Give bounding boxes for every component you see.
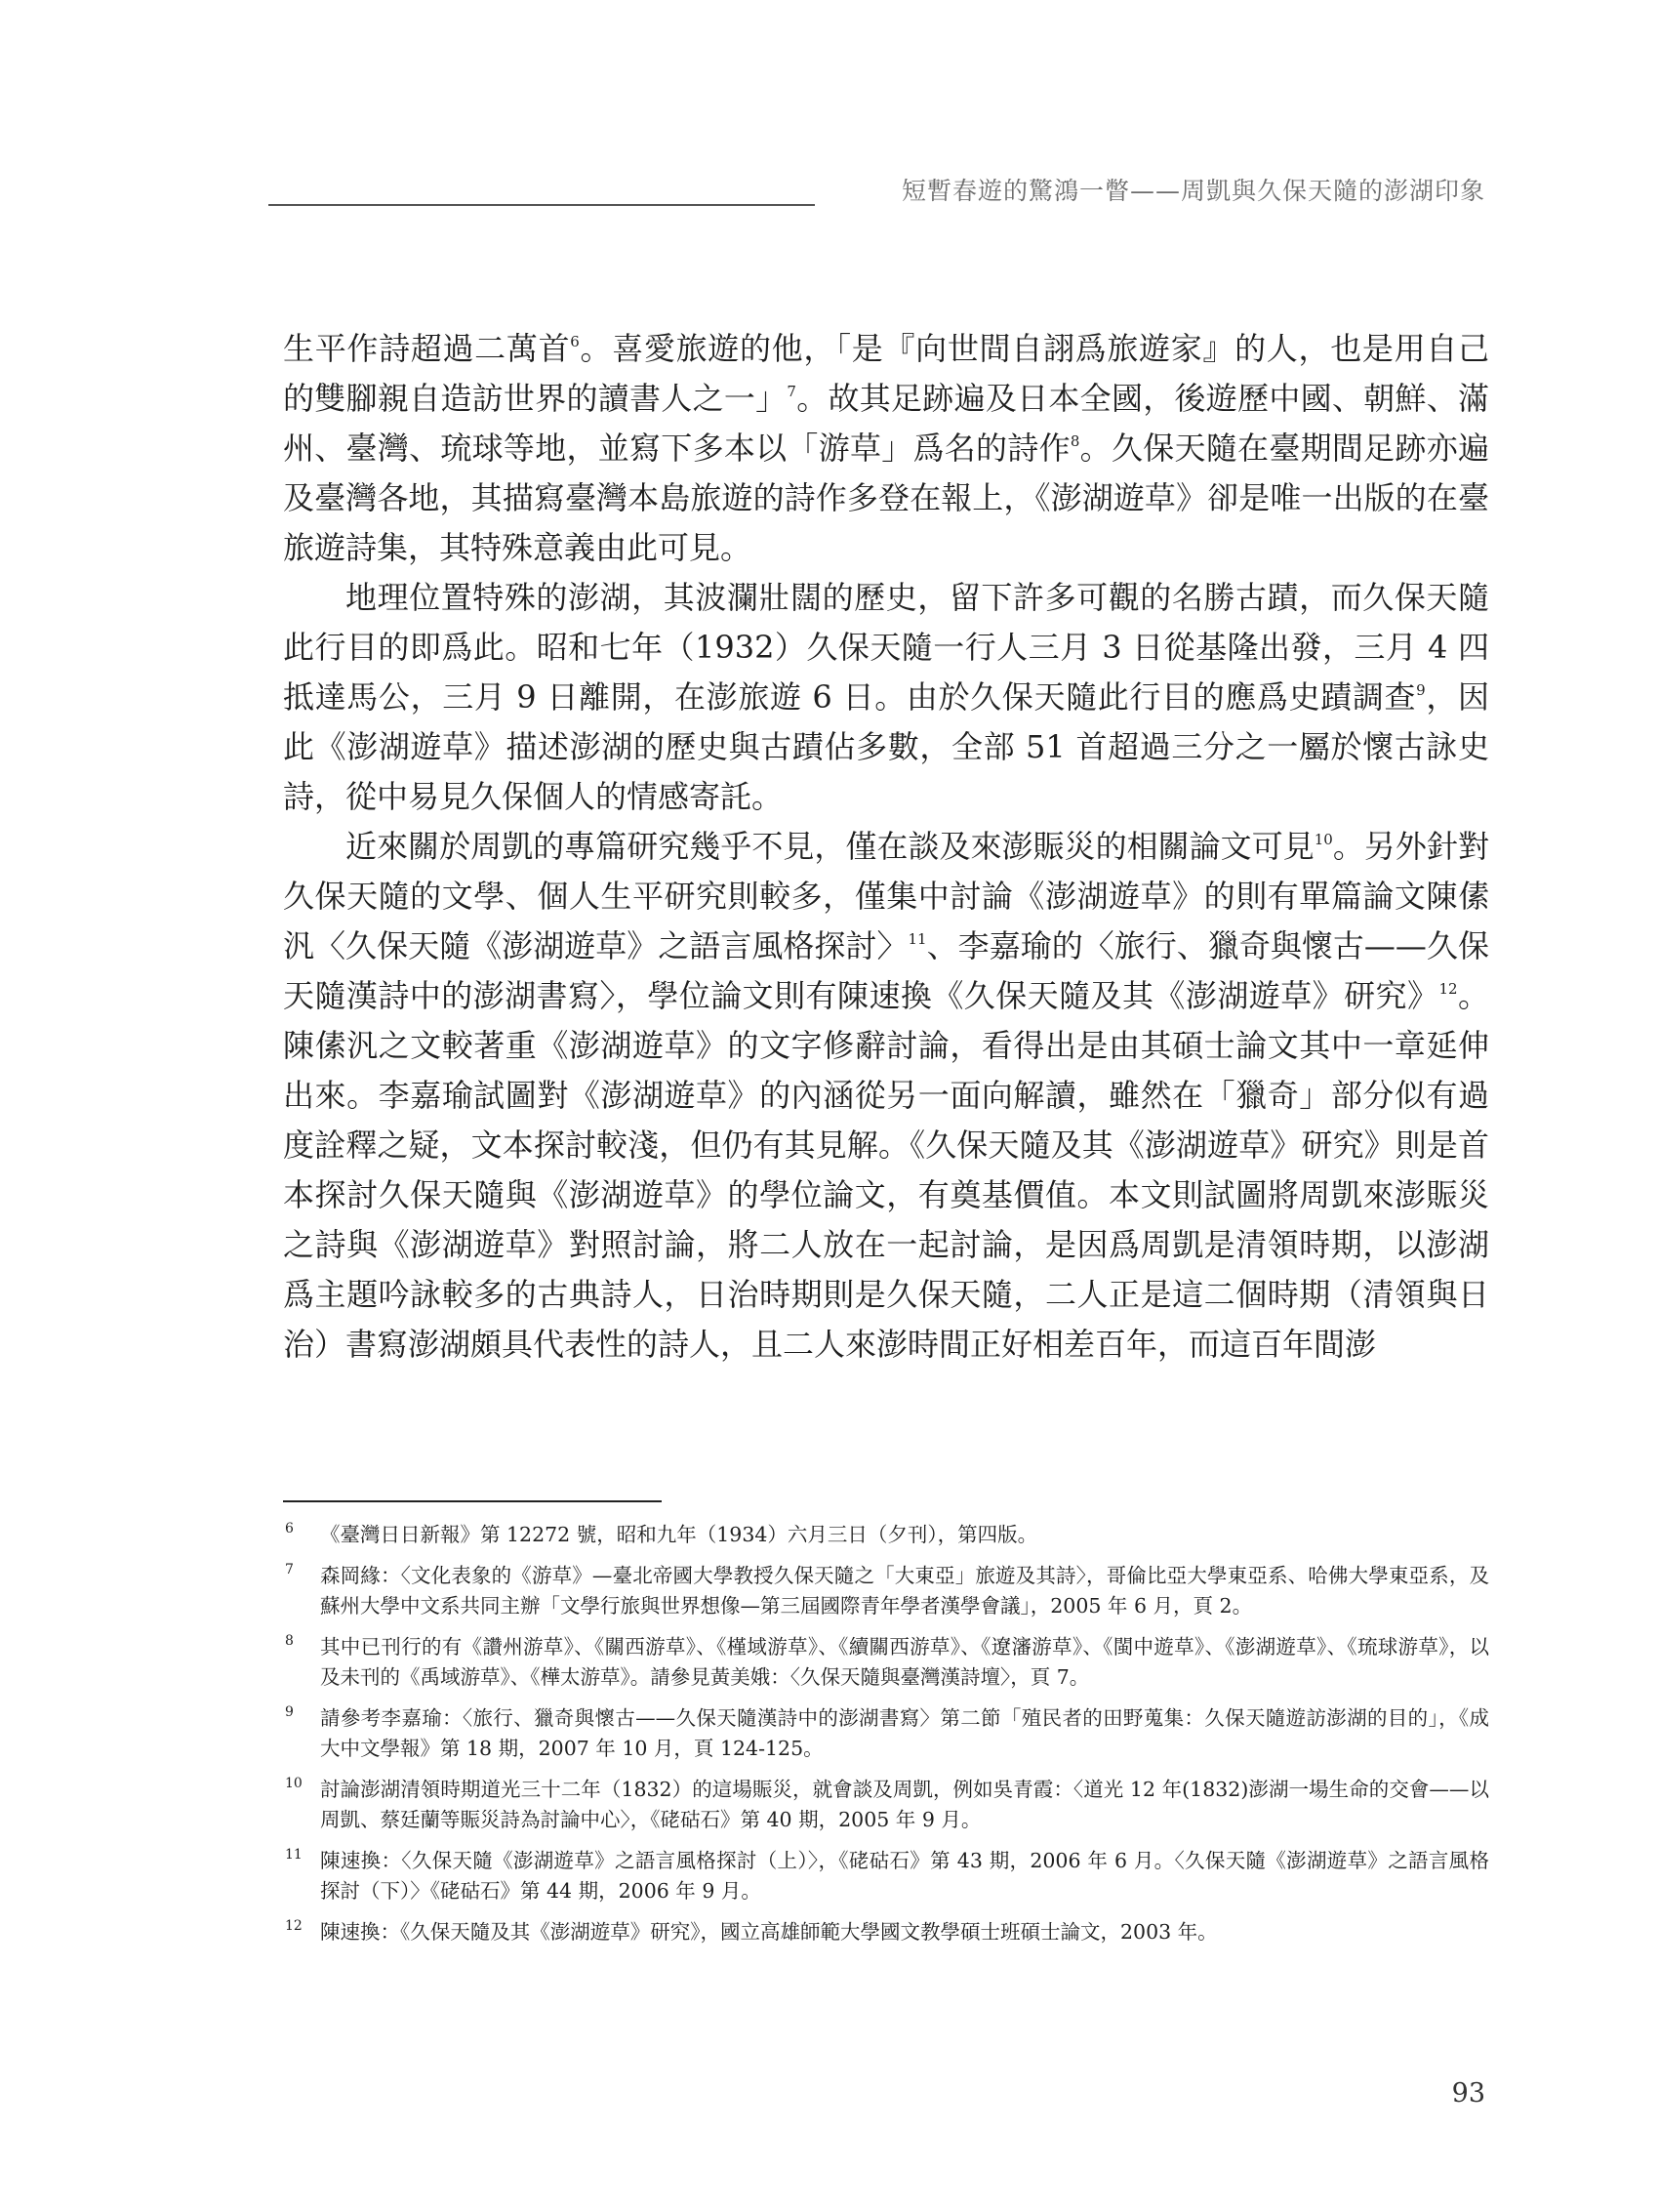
footnote-number: 12 [285,1918,303,1934]
footnote-number: 11 [285,1847,303,1863]
text-run: 。陳傃汎之文較著重《澎湖遊草》的文字修辭討論，看得出是由其碩士論文其中一章延伸出來。李嘉瑜試圖對《澎湖遊草》的內涵從另一面向解讀，雖然在「獵奇」部分似有過度詮釋之疑，文本探討較淺，但仍有其見解。《久保天隨及其《澎湖遊草》研究》則是首本探討久保天隨與《澎湖遊草》的學位論文，有奠基價值。本文則試圖將周凱來澎賑災之詩與《澎湖遊草》對照討論，將二人放在一起討論，是因爲周凱是清領時期，以澎湖爲主題吟詠較多的古典詩人，日治時期則是久保天隨，二人正是這二個時期（清領與日治）書寫澎湖頗具代表性的詩人，且二人來澎時間正好相差百年，而這百年間澎 [283,977,1489,1363]
footnote [283,1917,1489,1947]
footnote-ref: 10 [1314,831,1333,848]
running-head: 短暫春遊的驚鴻一瞥——周凱與久保天隨的澎湖印象 [901,177,1485,205]
footnote-ref: 8 [1070,432,1080,450]
footnote-ref: 11 [908,930,927,948]
text-run: ，因此《澎湖遊草》描述澎湖的歷史與古蹟佔多數，全部 51 首超過三分之一屬於懷古詠史詩，從中易見久保個人的情感寄託。 [283,678,1489,815]
paragraph-3 [283,822,1489,1370]
footnote-number: 9 [285,1704,294,1720]
footnote [283,1846,1489,1906]
text-run: 。另外針對久保天隨的文學、個人生平研究則較多，僅集中討論《澎湖遊草》的則有單篇論文陳傃汎〈久保天隨《澎湖遊草》之語言風格探討〉 [283,828,1489,964]
text-run: 生平作詩超過二萬首 [283,330,571,367]
footnote-text: 其中已刊行的有《讚州游草》、《關西游草》、《槿域游草》、《續關西游草》、《遼瀋游草》、《閩中遊草》、《澎湖遊草》、《琉球游草》，以及未刊的《禹域游草》、《樺太游草》。請參見黃美娥：〈久保天隨與臺灣漢詩壇〉，頁 7。 [320,1635,1489,1689]
footnote-ref: 6 [570,333,580,350]
footnotes [283,1520,1489,1958]
footnote-ref: 7 [787,383,796,400]
footnote-text: 請參考李嘉瑜：〈旅行、獵奇與懷古——久保天隨漢詩中的澎湖書寫〉第二節「殖民者的田野蒐集：久保天隨遊訪澎湖的目的」，《成大中文學報》第 18 期，2007 年 10 月，頁 124-125。 [320,1706,1489,1760]
footnote-number: 8 [285,1633,294,1649]
footnote-text: 討論澎湖清領時期道光三十二年（1832）的這場賑災，就會談及周凱，例如吳青霞：〈道光 12 年(1832)澎湖一場生命的交會——以周凱、蔡廷蘭等賑災詩為討論中心〉，《硓𥑮石》第 40 期，2005 年 9 月。 [320,1778,1489,1831]
page-number: 93 [1451,2078,1485,2109]
paragraph-2 [283,573,1489,822]
footnote [283,1520,1489,1550]
footnote-text: 《臺灣日日新報》第 12272 號，昭和九年（1934）六月三日（夕刊），第四版。 [320,1523,1038,1546]
footnote [283,1775,1489,1835]
text-run: 。喜愛旅遊的他，「是『向世間自詡爲旅遊家』的人，也是用自己的雙腳親自造訪世界的讀書人之一」 [283,330,1489,417]
footnote [283,1561,1489,1621]
footnote-ref: 12 [1438,980,1458,998]
footnote-ref: 9 [1416,681,1426,699]
footnote-number: 7 [285,1562,294,1577]
footnote [283,1632,1489,1693]
text-run: 近來關於周凱的專篇研究幾乎不見，僅在談及來澎賑災的相關論文可見 [345,828,1315,865]
text-run: 。久保天隨在臺期間足跡亦遍及臺灣各地，其描寫臺灣本島旅遊的詩作多登在報上，《澎湖遊草》卻是唯一出版的在臺旅遊詩集，其特殊意義由此可見。 [283,430,1489,566]
paragraph-1 [283,324,1489,573]
body-text [283,324,1489,1370]
footnote-number: 10 [285,1776,303,1791]
footnote-text: 森岡緣：〈文化表象的《游草》—臺北帝國大學教授久保天隨之「大東亞」旅遊及其詩〉，哥倫比亞大學東亞系、哈佛大學東亞系，及蘇州大學中文系共同主辦「文學行旅與世界想像—第三屆國際青年學者漢學會議」，2005 年 6 月，頁 2。 [320,1564,1489,1618]
footnote-number: 6 [285,1521,294,1536]
footnote-text: 陳速換：〈久保天隨《澎湖遊草》之語言風格探討（上）〉，《硓𥑮石》第 43 期，2006 年 6 月。〈久保天隨《澎湖遊草》之語言風格探討（下）〉《硓𥑮石》第 44 期，2006 年 9 月。 [320,1849,1489,1903]
text-run: 、李嘉瑜的〈旅行、獵奇與懷古——久保天隨漢詩中的澎湖書寫〉，學位論文則有陳速換《久保天隨及其《澎湖遊草》研究》 [283,927,1489,1014]
footnote [283,1703,1489,1764]
text-run: 。故其足跡遍及日本全國，後遊歷中國、朝鮮、滿州、臺灣、琉球等地，並寫下多本以「游草」爲名的詩作 [283,380,1489,467]
text-run: 地理位置特殊的澎湖，其波瀾壯闊的歷史，留下許多可觀的名勝古蹟，而久保天隨此行目的即爲此。昭和七年（1932）久保天隨一行人三月 3 日從基隆出發，三月 4 四抵達馬公，三月 9 日離開，在澎旅遊 6 日。由於久保天隨此行目的應爲史蹟調查 [283,579,1489,716]
footnote-rule [283,1500,662,1502]
header-rule [268,204,815,206]
footnote-text: 陳速換：《久保天隨及其《澎湖遊草》研究》，國立高雄師範大學國文教學碩士班碩士論文，2003 年。 [320,1920,1218,1944]
